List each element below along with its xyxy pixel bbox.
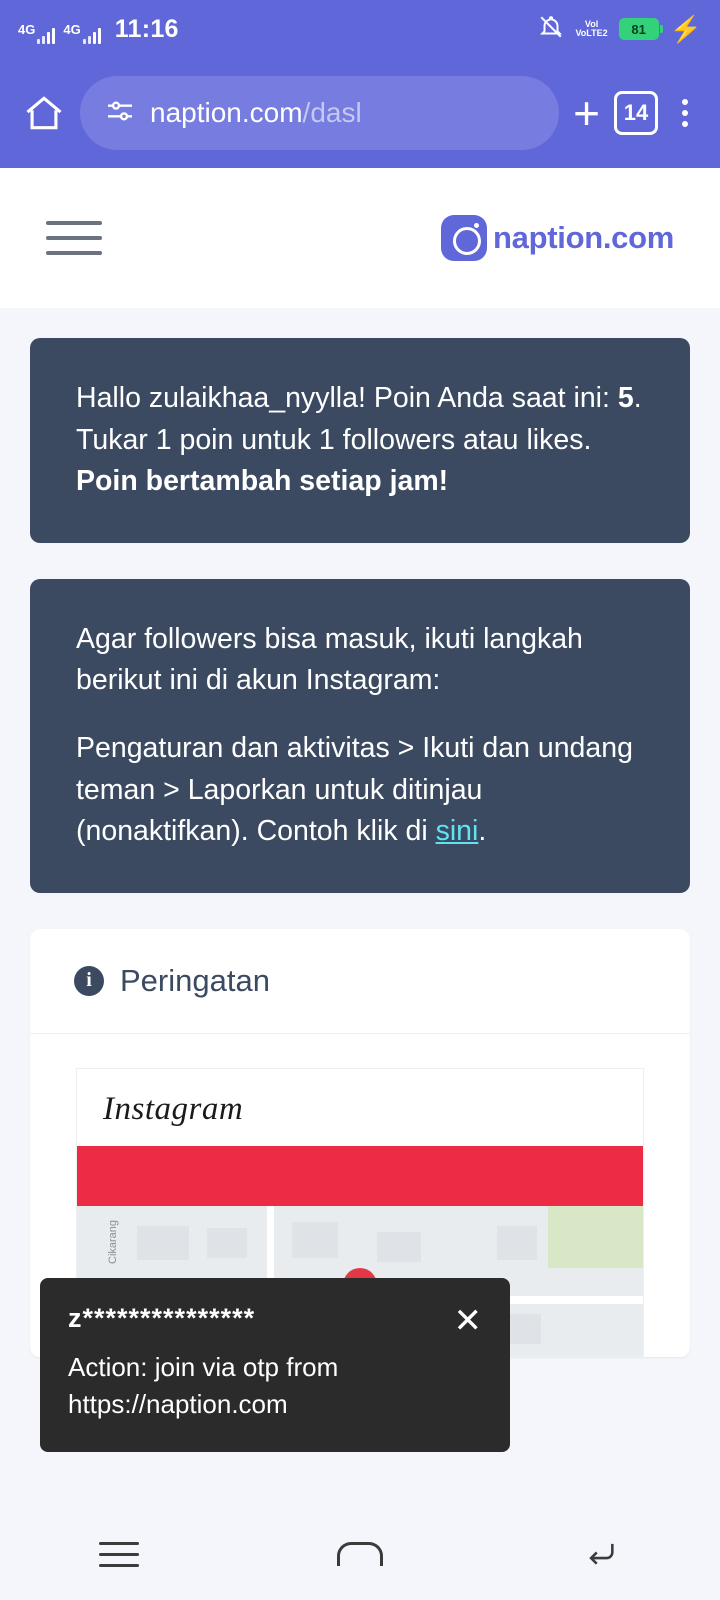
close-icon[interactable]: ✕: [453, 1301, 482, 1340]
signal-bars-1: [37, 27, 55, 44]
warning-title: Peringatan: [120, 962, 270, 998]
back-icon[interactable]: [581, 1534, 621, 1575]
signal-bars-2: [83, 27, 101, 44]
status-clock: 11:16: [114, 14, 179, 43]
home-icon[interactable]: [337, 1542, 383, 1566]
points-text: [76, 378, 644, 503]
points-bold: Poin bertambah setiap jam!: [76, 465, 449, 498]
spacer: [76, 702, 644, 728]
toast-account: z***************: [68, 1302, 256, 1333]
browser-toolbar: [0, 58, 720, 168]
kebab-menu-icon[interactable]: [672, 95, 698, 131]
site-brand[interactable]: [441, 215, 674, 261]
points-card: [30, 338, 690, 543]
map-block: [137, 1226, 189, 1260]
home-icon[interactable]: [22, 91, 66, 135]
hamburger-menu-icon[interactable]: [46, 221, 102, 255]
toast-header: [68, 1301, 482, 1340]
charging-bolt-icon: ⚡: [669, 14, 702, 44]
url-bar[interactable]: [80, 76, 559, 150]
site-header: [0, 168, 720, 308]
instructions-line-2: [76, 728, 644, 853]
instagram-icon: [441, 215, 487, 261]
map-block: [292, 1222, 338, 1258]
status-right: [538, 14, 702, 45]
site-settings-icon[interactable]: [104, 95, 136, 132]
bell-muted-icon: [538, 14, 564, 45]
recents-icon[interactable]: [99, 1542, 139, 1567]
brand-label: naption.com: [493, 220, 674, 255]
network-type-2: 4G: [63, 21, 81, 37]
points-greeting: Hallo zulaikhaa_nyylla! Poin Anda saat ini:: [76, 382, 618, 414]
instructions-suffix: .: [478, 815, 487, 848]
instructions-text: Pengaturan dan aktivitas > Ikuti dan undang teman > Laporkan untuk ditinjau (nonaktifkan). Contoh klik di: [76, 732, 633, 848]
status-bar: [0, 0, 720, 58]
url-domain: naption.com: [150, 97, 303, 128]
map-block: [207, 1228, 247, 1258]
signal-indicator-1: [18, 23, 55, 44]
battery-indicator: 81: [619, 18, 659, 40]
toast-action-line-2: https://naption.com: [68, 1388, 288, 1419]
toast-action-line-1: Action: join via otp from: [68, 1351, 339, 1382]
info-icon: i: [74, 966, 104, 996]
signal-indicator-2: [63, 23, 100, 44]
toast-notification: [40, 1278, 510, 1452]
tab-count-button[interactable]: 14: [614, 91, 658, 135]
instagram-wordmark: Instagram: [103, 1090, 244, 1127]
screenshot-red-banner: [77, 1146, 643, 1206]
map-street-label: Cikarang: [107, 1219, 119, 1264]
url-text: [150, 97, 362, 129]
plus-icon[interactable]: +: [573, 87, 600, 139]
screenshot-topbar: [77, 1069, 643, 1146]
instructions-line-1: Agar followers bisa masuk, ikuti langkah berikut ini di akun Instagram:: [76, 622, 583, 697]
points-mid: . Tukar 1 poin untuk 1 followers atau likes.: [76, 382, 642, 456]
map-green-area: [548, 1206, 643, 1268]
map-block: [377, 1232, 421, 1262]
network-type-1: 4G: [18, 21, 36, 37]
instructions-card: [30, 579, 690, 893]
points-value: 5: [617, 382, 634, 414]
volte-icon: Vol VoLTE2: [575, 19, 608, 38]
example-link[interactable]: sini: [435, 815, 479, 848]
warning-card-header: [30, 929, 690, 1034]
android-nav-bar: [0, 1508, 720, 1600]
map-block: [497, 1226, 537, 1260]
url-path: /dasl: [302, 97, 362, 128]
status-left: [18, 15, 179, 44]
